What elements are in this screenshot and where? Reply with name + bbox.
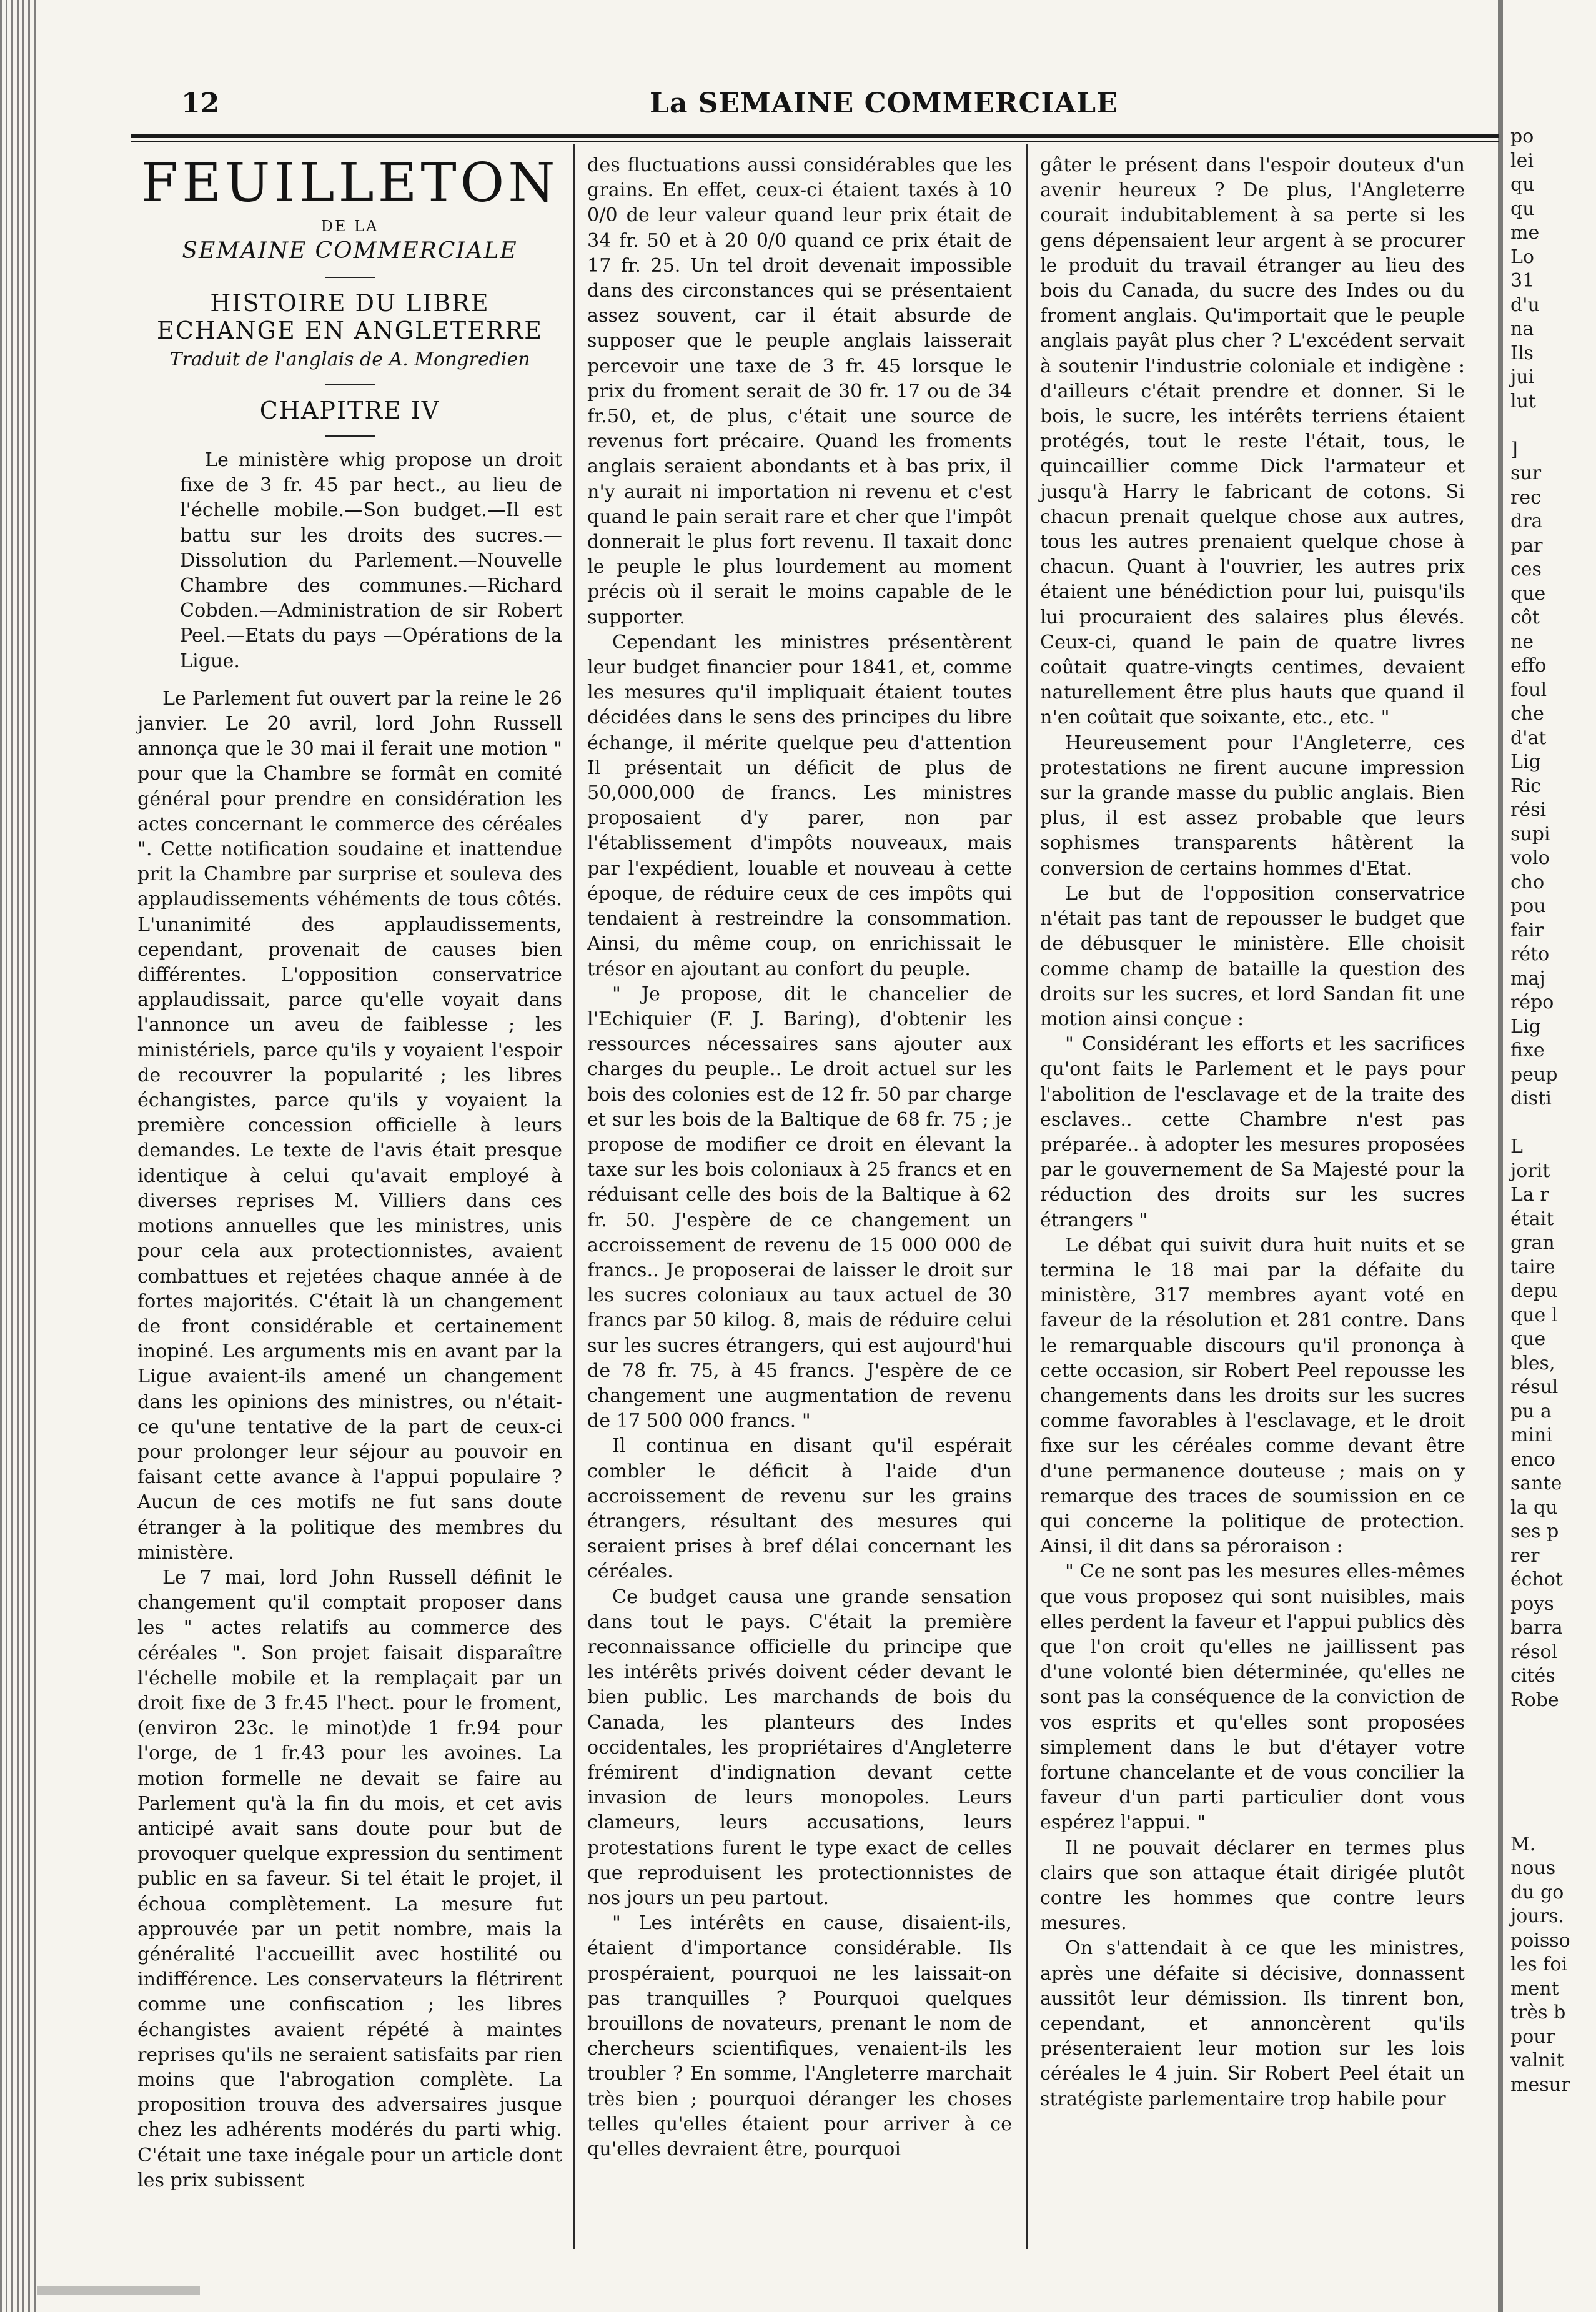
margin-fragment: ] (1510, 438, 1518, 460)
paragraph: des fluctuations aussi considérables que les grains. En effet, ceux-ci étaient taxés à 10 0/0 de leur valeur quand leur prix était de 34 fr. 50 et à 20 0/0 quand ce prix était de 17 fr. 25. Un tel droit devenait impossible dans des circonstances qui se présentaient assez souvent, car il était absurde de supposer que le peuple anglais laisserait percevoir une taxe de 3 fr. 45 lorsque le prix du froment serait de 30 fr. 17 ou de 34 fr.50, et, de plus, c'était une source de revenus fort précaire. Quand les froments anglais seraient abondants et à bas prix, il n'y aurait ni importation ni revenu et c'est quand le pain serait rare et cher que l'impôt donnerait le plus fort revenu. Il taxait donc le peuple le plus lourdement au moment précis où il serait le moins capable de le supporter. (587, 154, 1012, 628)
paragraph: Cependant les ministres présentèrent leur budget financier pour 1841, et, comme les mesures qu'il impliquait étaient toutes décidées dans le sens des principes du libre échange, il mérite quelque peu d'attention Il présentait un déficit de plus de 50,000,000 de francs. Les ministres proposaient d'y parer, non par l'établissement d'impôts nouveaux, mais par l'expédient, louable et nouveau à cette époque, de réduire ceux de ces impôts qui tendaient à restreindre la consommation. Ainsi, du même coup, on enrichissait le trésor en ajoutant au confort du peuple. (587, 631, 1012, 980)
feuilleton-header (137, 153, 562, 437)
margin-fragment: ces (1510, 558, 1542, 580)
page-number: 12 (181, 87, 220, 119)
margin-fragment: foul (1510, 678, 1547, 701)
short-rule (325, 384, 375, 385)
margin-fragment: côt (1510, 607, 1540, 628)
margin-fragment: me (1510, 222, 1540, 244)
margin-fragment: depu (1510, 1280, 1558, 1302)
margin-fragment: fair (1510, 919, 1544, 941)
margin-fragment: sur (1510, 462, 1542, 484)
feuilleton-title: FEUILLETON (141, 152, 559, 214)
margin-fragment: cho (1510, 871, 1545, 893)
column-1 (137, 153, 562, 2193)
margin-fragment: poisso (1510, 1929, 1570, 1952)
margin-fragment: du go (1510, 1881, 1564, 1903)
margin-fragment (1500, 1760, 1594, 1785)
work-title: HISTOIRE DU LIBRE ECHANGE EN ANGLETERRE (157, 289, 543, 344)
margin-fragment: d'u (1510, 294, 1540, 316)
margin-fragment: M. (1510, 1833, 1536, 1855)
short-rule (325, 435, 375, 437)
margin-fragment (1500, 1737, 1594, 1761)
margin-fragment: effo (1510, 655, 1547, 677)
margin-fragment: rer (1510, 1544, 1540, 1567)
margin-fragment: était (1510, 1208, 1554, 1230)
margin-fragment: pou (1510, 895, 1546, 917)
margin-fragment: la qu (1510, 1496, 1558, 1519)
margin-fragment: maj (1510, 967, 1545, 990)
margin-fragment: d'at (1510, 727, 1547, 749)
margin-fragment (1500, 1785, 1594, 1809)
margin-fragment (1500, 1808, 1594, 1833)
paragraph: Il ne pouvait déclarer en termes plus clairs que son attaque était dirigée plutôt contre les hommes que contre leurs mesures. (1040, 1837, 1465, 1935)
margin-fragment: ment (1510, 1977, 1559, 2000)
margin-fragment: Ric (1510, 775, 1541, 797)
margin-fragment (1500, 1712, 1594, 1737)
chapter-title: CHAPITRE IV (259, 397, 440, 424)
margin-fragment: L (1510, 1136, 1523, 1158)
header-rule-thin (131, 141, 1499, 142)
margin-fragment: rési (1510, 799, 1547, 821)
margin-fragment: poys (1510, 1592, 1554, 1615)
chapter-summary: Le ministère whig propose un droit fixe de 3 fr. 45 par hect., au lieu de l'échelle mobile.—Son budget.—Il est battu sur les droits des sucres.—Dissolution du Parlement.—Nouvelle Chambre des communes.—Richard Cobden.—Administration de sir Robert Peel.—Etats du pays —Opérations de la Ligue. (180, 449, 562, 672)
paragraph: Il continua en disant qu'il espérait combler le déficit à l'aide d'un accroissement de revenu sur les grains étrangers, résultant des mesures qui seraient prises à bref délai concernant les céréales. (587, 1435, 1012, 1583)
margin-fragment: fixe (1510, 1039, 1545, 1061)
paragraph: Le Parlement fut ouvert par la reine le 26 janvier. Le 20 avril, lord John Russell annonça que le 30 mai il ferait une motion " pour que la Chambre se formât en comité général pour prendre en considération les actes concernant le commerce des céréales ". Cette notification soudaine et inattendue prit la Chambre par surprise et souleva des applaudissements véhéments de tous côtés. L'unanimité des applaudissements, cependant, provenait de causes bien différentes. L'opposition conservatrice applaudissait, parce qu'elle voyait dans l'annonce un aveu de faiblesse ; les ministériels, parce qu'ils y voyaient l'espoir de recouvrer la popularité ; les libres échangistes, parce qu'ils y voyaient la première concession officielle à leurs demandes. Le texte de l'avis était presque identique à celui qu'avait employé à diverses reprises M. Villiers dans ces motions annuelles que les ministres, unis pour cela aux protectionnistes, avaient combattues et rejetées chaque année à de fortes majorités. C'était là un changement de front considérable et certainement inopiné. Les arguments mis en avant par la Ligue avaient-ils amené un changement dans les opinions des ministres, ou n'était-ce qu'une tentative de la part de ceux-ci pour prolonger leur séjour au pouvoir en faisant cette avance à l'appui populaire ? Aucun de ces motifs ne fut sans doute étranger à la politique des membres du ministère. (137, 687, 562, 1564)
margin-fragment: volo (1510, 847, 1550, 869)
margin-fragment: Ils (1510, 342, 1534, 364)
margin-fragment: dra (1510, 510, 1543, 532)
paragraph: " Considérant les efforts et les sacrifices qu'ont faits le Parlement et le pays pour l'abolition de l'esclavage et de la traite des esclaves.. cette Chambre n'est pas préparée.. à adopter les mesures proposées par le gouvernement de Sa Majesté pour la réduction des droits sur les sucres étrangers " (1040, 1033, 1465, 1231)
margin-fragment: jui (1510, 366, 1535, 388)
paragraph: Le débat qui suivit dura huit nuits et se termina le 18 mai par la défaite du ministère, 317 membres ayant voté en faveur de la résolution et 281 contre. Dans le remarquable discours qu'il prononça à cette occasion, sir Robert Peel repousse les changements dans les droits sur les sucres comme favorables à l'esclavage, et le droit fixe sur les céréales comme devant être d'une permanence douteuse ; mais on y remarque des traces de soumission en ce qui concerne la politique de protection. Ainsi, il dit dans sa péroraison : (1040, 1234, 1465, 1558)
margin-fragment: sante (1510, 1472, 1562, 1494)
margin-fragment: résul (1510, 1376, 1559, 1398)
margin-fragment: résol (1510, 1640, 1558, 1663)
margin-fragment: bles, (1510, 1352, 1555, 1374)
paragraph: Heureusement pour l'Angleterre, ces protestations ne firent aucune impression sur la grande masse du public anglais. Bien plus, il est assez probable que leurs sophismes transparents hâtèrent la conversion de certains hommes d'Etat. (1040, 732, 1465, 880)
adjacent-page-fragments (1500, 125, 1594, 2249)
margin-fragment: lut (1510, 390, 1536, 412)
paragraph: On s'attendait à ce que les ministres, après une défaite si décisive, donnassent aussitôt leur démission. Ils tinrent bon, cependant, et annoncèrent qu'ils présenteraient leur motion sur les lois céréales le 4 juin. Sir Robert Peel était un stratégiste parlementaire trop habile pour (1040, 1937, 1465, 2110)
margin-fragment: pour (1510, 2025, 1555, 2048)
margin-fragment: très b (1510, 2002, 1566, 2023)
margin-fragment: Lig (1510, 751, 1541, 773)
margin-fragment: po (1510, 126, 1534, 147)
margin-fragment: ses p (1510, 1521, 1559, 1542)
margin-fragment: qu (1510, 197, 1535, 220)
margin-fragment: jours. (1510, 1905, 1564, 1927)
feuilleton-de-la: DE LA (320, 217, 379, 235)
margin-fragment: que (1510, 582, 1546, 605)
margin-fragment: jorit (1510, 1159, 1550, 1182)
margin-fragment: lei (1510, 149, 1534, 172)
margin-fragment (1500, 1111, 1594, 1136)
margin-fragment: qu (1510, 174, 1535, 196)
margin-fragment: barra (1510, 1617, 1563, 1639)
margin-fragment: La r (1510, 1184, 1549, 1206)
margin-fragment: mesur (1510, 2073, 1570, 2096)
margin-fragment: répo (1510, 991, 1554, 1013)
margin-fragment: que (1510, 1328, 1546, 1350)
paragraph: Ce budget causa une grande sensation dans tout le pays. C'était la première reconnaissance officielle du principe que les intérêts privés doivent céder devant le bien public. Les marchands de bois du Canada, les planteurs des Indes occidentales, les propriétaires d'Angleterre frémirent d'indignation devant cette invasion de leurs monopoles. Leurs clameurs, leurs accusations, leurs protestations furent le type exact de celles que reproduisent les protectionnistes de nos jours un peu partout. (587, 1585, 1012, 1910)
margin-fragment: che (1510, 703, 1544, 725)
margin-fragment: Robe (1510, 1689, 1559, 1711)
margin-fragment: réto (1510, 943, 1550, 965)
margin-fragment: rec (1510, 486, 1541, 509)
paragraph: Le 7 mai, lord John Russell définit le changement qu'il comptait proposer dans les " actes relatifs au commerce des céréales ". Son projet faisait disparaître l'échelle mobile et la remplaçait par un droit fixe de 3 fr.45 l'hect. pour le froment, (environ 23c. le minot)de 1 fr.94 pour l'orge, de 1 fr.43 pour les avoines. La motion formelle ne devait se faire au Parlement qu'à la fin du mois, et cet avis anticipé avait sans doute pour but de provoquer quelque expression du sentiment public en sa faveur. Si tel était le projet, il échoua complètement. La mesure fut approuvée par un petit nombre, mais la généralité l'accueillit avec hostilité ou indifférence. Les conservateurs la flétrirent comme une confiscation ; les libres échangistes avaient répété à maintes reprises qu'ils ne seraient satisfaits par rien moins que l'abrogation complète. La proposition trouva des adversaires jusque chez les adhérents modérés du parti whig. C'était une taxe inégale pour un article dont les prix subissent (137, 1566, 562, 2191)
print-smudge (37, 2286, 200, 2295)
publication-name: SEMAINE COMMERCIALE (182, 238, 518, 264)
paragraph: " Je propose, dit le chancelier de l'Echiquier (F. J. Baring), d'obtenir les ressources nécessaires sans ajouter aux charges du peuple.. Le droit actuel sur les bois des colonies est de 12 fr. 50 par charge et sur les bois de la Baltique de 68 fr. 75 ; je propose de modifier ce droit en élevant la taxe sur les bois coloniaux à 25 francs et en réduisant celle des bois de la Baltique à 62 fr. 50. J'espère de ce changement un accroissement de revenu de 15 000 000 de francs.. Je proposerai de laisser le droit sur les sucres coloniaux au taux actuel de 30 francs par 50 kilog. 8, mais de réduire celui sur les sucres étrangers, qui est aujourd'hui de 78 fr. 75, à 45 francs. J'espère de ce changement une augmentation de revenu de 17 500 000 francs. " (587, 983, 1012, 1432)
margin-fragment (1500, 414, 1594, 438)
column-separator (573, 144, 575, 2249)
margin-fragment: ne (1510, 630, 1534, 653)
margin-fragment: supi (1510, 823, 1550, 845)
margin-fragment: enco (1510, 1448, 1555, 1471)
binding-edge (0, 0, 37, 2312)
paragraph: Le but de l'opposition conservatrice n'était pas tant de repousser le budget que de débusquer le ministère. Elle choisit comme champ de bataille la question des droits sur les sucres, et lord Sandan fit une motion ainsi conçue : (1040, 882, 1465, 1030)
margin-fragment: que l (1510, 1304, 1558, 1326)
paragraph: " Les intérêts en cause, disaient-ils, étaient d'importance considérable. Ils prospéraient, pourquoi ne les laissait-on pas tranquilles ? Pourquoi quelques brouillons de novateurs, prenant le nom de chercheurs scientifiques, venaient-ils les troubler ? En somme, l'Angleterre marchait très bien ; pourquoi déranger les choses telles qu'elles étaient pour arriver à ce qu'elles devraient être, pourquoi (587, 1912, 1012, 2161)
margin-fragment: taire (1510, 1256, 1555, 1278)
translator-credit: Traduit de l'anglais de A. Mongredien (169, 349, 530, 370)
margin-fragment: nous (1510, 1857, 1556, 1879)
running-title: La SEMAINE COMMERCIALE (650, 87, 1118, 119)
margin-fragment: les foi (1510, 1953, 1568, 1975)
margin-fragment: échot (1510, 1569, 1563, 1590)
margin-fragment: pu a (1510, 1400, 1552, 1422)
margin-fragment: gran (1510, 1232, 1555, 1254)
margin-fragment: disti (1510, 1088, 1552, 1109)
margin-fragment: par (1510, 534, 1543, 557)
column-3 (1040, 153, 1465, 2112)
paragraph: " Ce ne sont pas les mesures elles-mêmes que vous proposez qui sont nuisibles, mais elles perdent la faveur et l'appui publics dès que l'on croit qu'elles ne jaillissent pas d'une volonté bien déterminée, qu'elles ne sont pas la conséquence de la conviction de vos esprits et qu'elles sont proposées simplement dans le but d'étayer votre fortune chancelante et de vous concilier la faveur d'un parti particulier dont vous espérez l'appui. " (1040, 1560, 1465, 1834)
margin-fragment: Lo (1510, 246, 1534, 268)
column-2 (587, 153, 1012, 2162)
header-rule (131, 134, 1499, 138)
margin-fragment: mini (1510, 1424, 1552, 1446)
short-rule (325, 277, 375, 278)
margin-fragment: cités (1510, 1665, 1555, 1687)
margin-fragment: na (1510, 318, 1534, 340)
margin-fragment: Lig (1510, 1015, 1541, 1038)
column-separator (1026, 144, 1028, 2249)
paragraph: gâter le présent dans l'espoir douteux d'un avenir heureux ? De plus, l'Angleterre courait indubitablement à sa perte si les gens dépensaient leur argent à se procurer le produit du travail étranger au lieu des bois du Canada, du sucre des Indes ou du froment anglais. Qu'importait que le peuple anglais payât plus cher ? L'excédent servait à soutenir l'industrie coloniale et indigène : d'ailleurs c'était prendre et donner. Si le bois, le sucre, les intérêts terriens étaient protégés, tout le reste l'était, tous, le quincaillier comme Dick l'armateur et jusqu'à Harry le fabricant de cotons. Si chacun prenait quelque chose aux autres, tous les autres prenaient quelque chose à chacun. Quant à l'ouvrier, les autres prix étaient une bénédiction pour lui, puisqu'ils lui procuraient des salaires plus élevés. Ceux-ci, quand le pain de quatre livres coûtait quatre-vingts centimes, devaient naturellement être plus hauts que quand il n'en coûtait que soixante, etc., etc. " (1040, 154, 1465, 729)
margin-fragment: peup (1510, 1063, 1558, 1086)
margin-fragment: valnit (1510, 2050, 1564, 2071)
margin-fragment: 31 (1510, 270, 1535, 292)
